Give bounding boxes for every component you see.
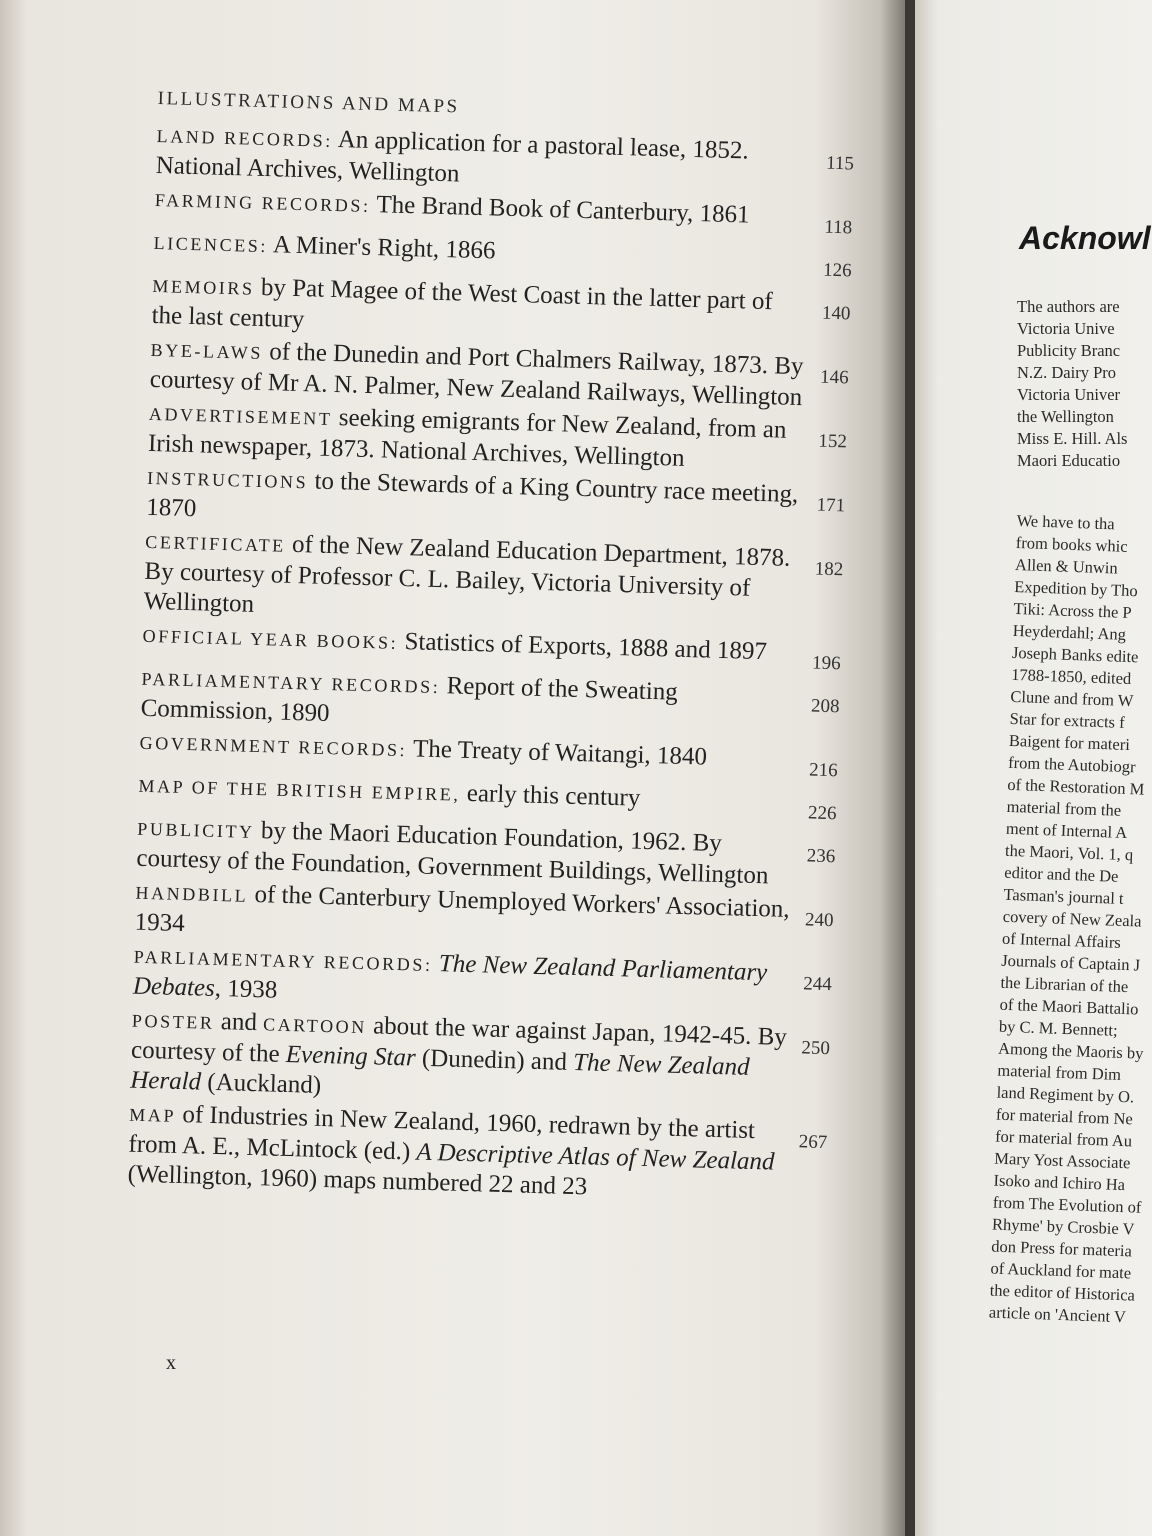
entry-text: of the Dunedin and Port Chalmers Railway, 1873. By courtesy of Mr A. N. Palmer, New Zealand Railways, Wellington bbox=[149, 338, 804, 412]
text-line: We have to tha bbox=[1016, 510, 1115, 534]
text-line: ment of Internal A bbox=[1005, 818, 1128, 843]
text-line: Star for extracts f bbox=[1009, 708, 1125, 732]
text-line: The authors are bbox=[1017, 297, 1120, 316]
page-number: 216 bbox=[808, 759, 838, 782]
text-line: of the Maori Battalio bbox=[999, 994, 1139, 1019]
text-line: Joseph Banks edite bbox=[1011, 642, 1139, 667]
text-line: from books whic bbox=[1015, 532, 1128, 556]
list-item bbox=[143, 526, 855, 637]
page-number: 171 bbox=[816, 494, 846, 517]
text-line: Victoria Unive bbox=[1017, 319, 1115, 338]
entry-text: The Treaty of Waitangi, 1840 bbox=[412, 735, 708, 771]
page-number: 118 bbox=[824, 216, 853, 239]
text-line: covery of New Zeala bbox=[1002, 906, 1142, 931]
page-title: Acknowl bbox=[1019, 220, 1151, 256]
page-number: 126 bbox=[822, 259, 852, 282]
text-line: Victoria Univer bbox=[1017, 385, 1121, 404]
text-line: editor and the De bbox=[1004, 862, 1119, 886]
text-line: Tiki: Across the P bbox=[1013, 598, 1132, 623]
text-line: Maori Educatio bbox=[1017, 451, 1121, 470]
entry-italic: The New Zealand Parliamentary Debates bbox=[132, 950, 768, 1002]
text-line: Rhyme' by Crosbie V bbox=[991, 1214, 1135, 1239]
entry-lead: ADVERTISEMENT bbox=[148, 403, 333, 429]
paragraph bbox=[1017, 296, 1152, 472]
text-line: Tasman's journal t bbox=[1003, 884, 1124, 908]
page-number: 196 bbox=[811, 652, 841, 675]
text-line: by C. M. Bennett; bbox=[998, 1016, 1118, 1040]
running-head: ILLUSTRATIONS AND MAPS bbox=[157, 88, 460, 118]
entry-text: of Industries in New Zealand, 1960, redrawn by the artist from A. E., McLintock (ed.) bbox=[128, 1101, 756, 1166]
page-number: 267 bbox=[798, 1131, 828, 1154]
page-number: 208 bbox=[810, 695, 840, 718]
list-item bbox=[127, 1099, 839, 1210]
entry-text: by the Maori Education Foundation, 1962. By courtesy of the Foundation, Government Buildings, Wellington bbox=[136, 817, 769, 890]
text-line: the Librarian of the bbox=[1000, 972, 1129, 997]
entry-text: The Brand Book of Canterbury, 1861 bbox=[376, 191, 750, 229]
entry-text: and bbox=[220, 1008, 258, 1037]
folio: x bbox=[166, 1352, 176, 1374]
entry-lead: MEMOIRS bbox=[152, 275, 255, 299]
text-line: the Maori, Vol. 1, q bbox=[1004, 840, 1134, 865]
page-number: 146 bbox=[819, 366, 849, 389]
entry-text: Report of the Sweating Commission, 1890 bbox=[140, 672, 679, 728]
text-line: Allen & Unwin bbox=[1014, 554, 1119, 578]
text-line: Baigent for materi bbox=[1008, 730, 1131, 755]
entry-text: of the Canterbury Unemployed Workers' Association, 1934 bbox=[134, 881, 790, 938]
text-line: Publicity Branc bbox=[1017, 341, 1121, 360]
text-line: from the Autobiogr bbox=[1007, 752, 1136, 777]
entry-text: (Auckland) bbox=[206, 1068, 322, 1099]
text-line: land Regiment by O. bbox=[996, 1082, 1135, 1107]
text-line: Mary Yost Associate bbox=[994, 1148, 1131, 1173]
entry-text: Statistics of Exports, 1888 and 1897 bbox=[404, 628, 768, 666]
text-line: of Internal Affairs bbox=[1001, 928, 1122, 952]
page-number: 250 bbox=[801, 1037, 831, 1060]
entry-text: An application for a pastoral lease, 1852. National Archives, Wellington bbox=[155, 126, 750, 188]
entry-lead: INSTRUCTIONS bbox=[146, 467, 309, 493]
entry-lead: HANDBILL bbox=[135, 882, 249, 906]
entry-italic: A Descriptive Atlas of New Zealand bbox=[416, 1138, 775, 1176]
entry-lead: POSTER bbox=[131, 1010, 215, 1033]
text-line: Clune and from W bbox=[1010, 686, 1134, 711]
entry-text: by Pat Magee of the West Coast in the latter part of the last century bbox=[151, 273, 774, 334]
text-line: don Press for materia bbox=[990, 1236, 1133, 1261]
text-line: Isoko and Ichiro Ha bbox=[993, 1170, 1126, 1195]
entry-lead: MAP bbox=[129, 1104, 177, 1126]
page-number: 236 bbox=[806, 845, 836, 868]
entry-text: early this century bbox=[466, 779, 641, 812]
text-line: the Wellington bbox=[1017, 407, 1114, 426]
text-line: for material from Ne bbox=[995, 1104, 1134, 1129]
entry-italic: The New Zealand Herald bbox=[129, 1048, 750, 1096]
text-line: article on 'Ancient V bbox=[988, 1302, 1127, 1327]
text-line: material from the bbox=[1006, 796, 1122, 820]
entry-text: about the war against Japan, 1942-45. By courtesy of the bbox=[130, 1012, 788, 1068]
entry-text: (Wellington, 1960) maps numbered 22 and 23 bbox=[127, 1160, 588, 1201]
page-number: 226 bbox=[807, 802, 837, 825]
entry-lead: PUBLICITY bbox=[137, 818, 255, 842]
page-number: 115 bbox=[825, 152, 855, 175]
entry-lead: MAP OF THE BRITISH EMPIRE, bbox=[138, 775, 461, 805]
entry-text: to the Stewards of a King Country race meeting, 1870 bbox=[145, 467, 799, 523]
entry-italic: Evening Star bbox=[285, 1040, 417, 1072]
entry-lead: GOVERNMENT RECORDS: bbox=[139, 732, 408, 761]
text-line: Among the Maoris by bbox=[997, 1038, 1144, 1063]
text-line: N.Z. Dairy Pro bbox=[1017, 363, 1116, 382]
text-line: Heyderdahl; Ang bbox=[1012, 620, 1127, 644]
right-page bbox=[915, 0, 1152, 1536]
text-line: Miss E. Hill. Als bbox=[1017, 429, 1128, 448]
entry-lead: LICENCES: bbox=[153, 232, 269, 257]
paragraph bbox=[989, 510, 1152, 1334]
entry-lead: CERTIFICATE bbox=[145, 531, 287, 556]
page-number: 244 bbox=[802, 973, 833, 996]
entry-lead: CARTOON bbox=[262, 1014, 368, 1038]
contents-list bbox=[127, 88, 868, 1212]
entry-lead: PARLIAMENTARY RECORDS: bbox=[133, 946, 433, 976]
entry-text: of the New Zealand Education Department, 1878. By courtesy of Professor C. L. Bailey, Victoria University of Wellington bbox=[143, 530, 791, 618]
text-line: for material from Au bbox=[994, 1126, 1133, 1151]
text-line: from The Evolution of bbox=[992, 1192, 1142, 1217]
entry-text: seeking emigrants for New Zealand, from an Irish newspaper, 1873. National Archives, Wellington bbox=[147, 404, 787, 472]
entry-lead: BYE-LAWS bbox=[150, 339, 264, 364]
entry-lead: PARLIAMENTARY RECORDS: bbox=[141, 668, 441, 698]
entry-text: , 1938 bbox=[214, 974, 278, 1004]
text-line: Expedition by Tho bbox=[1013, 576, 1139, 601]
list-item bbox=[130, 1005, 842, 1116]
page-number: 240 bbox=[804, 909, 834, 932]
page-number: 182 bbox=[814, 558, 844, 581]
entry-lead: FARMING RECORDS: bbox=[154, 189, 371, 216]
text-line: of the Restoration M bbox=[1007, 774, 1145, 799]
text-line: the editor of Historica bbox=[989, 1280, 1136, 1305]
text-line: Journals of Captain J bbox=[1000, 950, 1141, 975]
entry-lead: LAND RECORDS: bbox=[156, 125, 334, 151]
page-number: 152 bbox=[818, 430, 848, 453]
entry-lead: OFFICIAL YEAR BOOKS: bbox=[142, 625, 399, 653]
page-number: 140 bbox=[821, 302, 851, 325]
entry-text: (Dunedin) and bbox=[421, 1044, 568, 1076]
text-line: of Auckland for mate bbox=[990, 1258, 1132, 1283]
text-line: 1788-1850, edited bbox=[1010, 664, 1132, 689]
text-line: material from Dim bbox=[997, 1060, 1122, 1084]
entry-text: A Miner's Right, 1866 bbox=[272, 231, 496, 265]
